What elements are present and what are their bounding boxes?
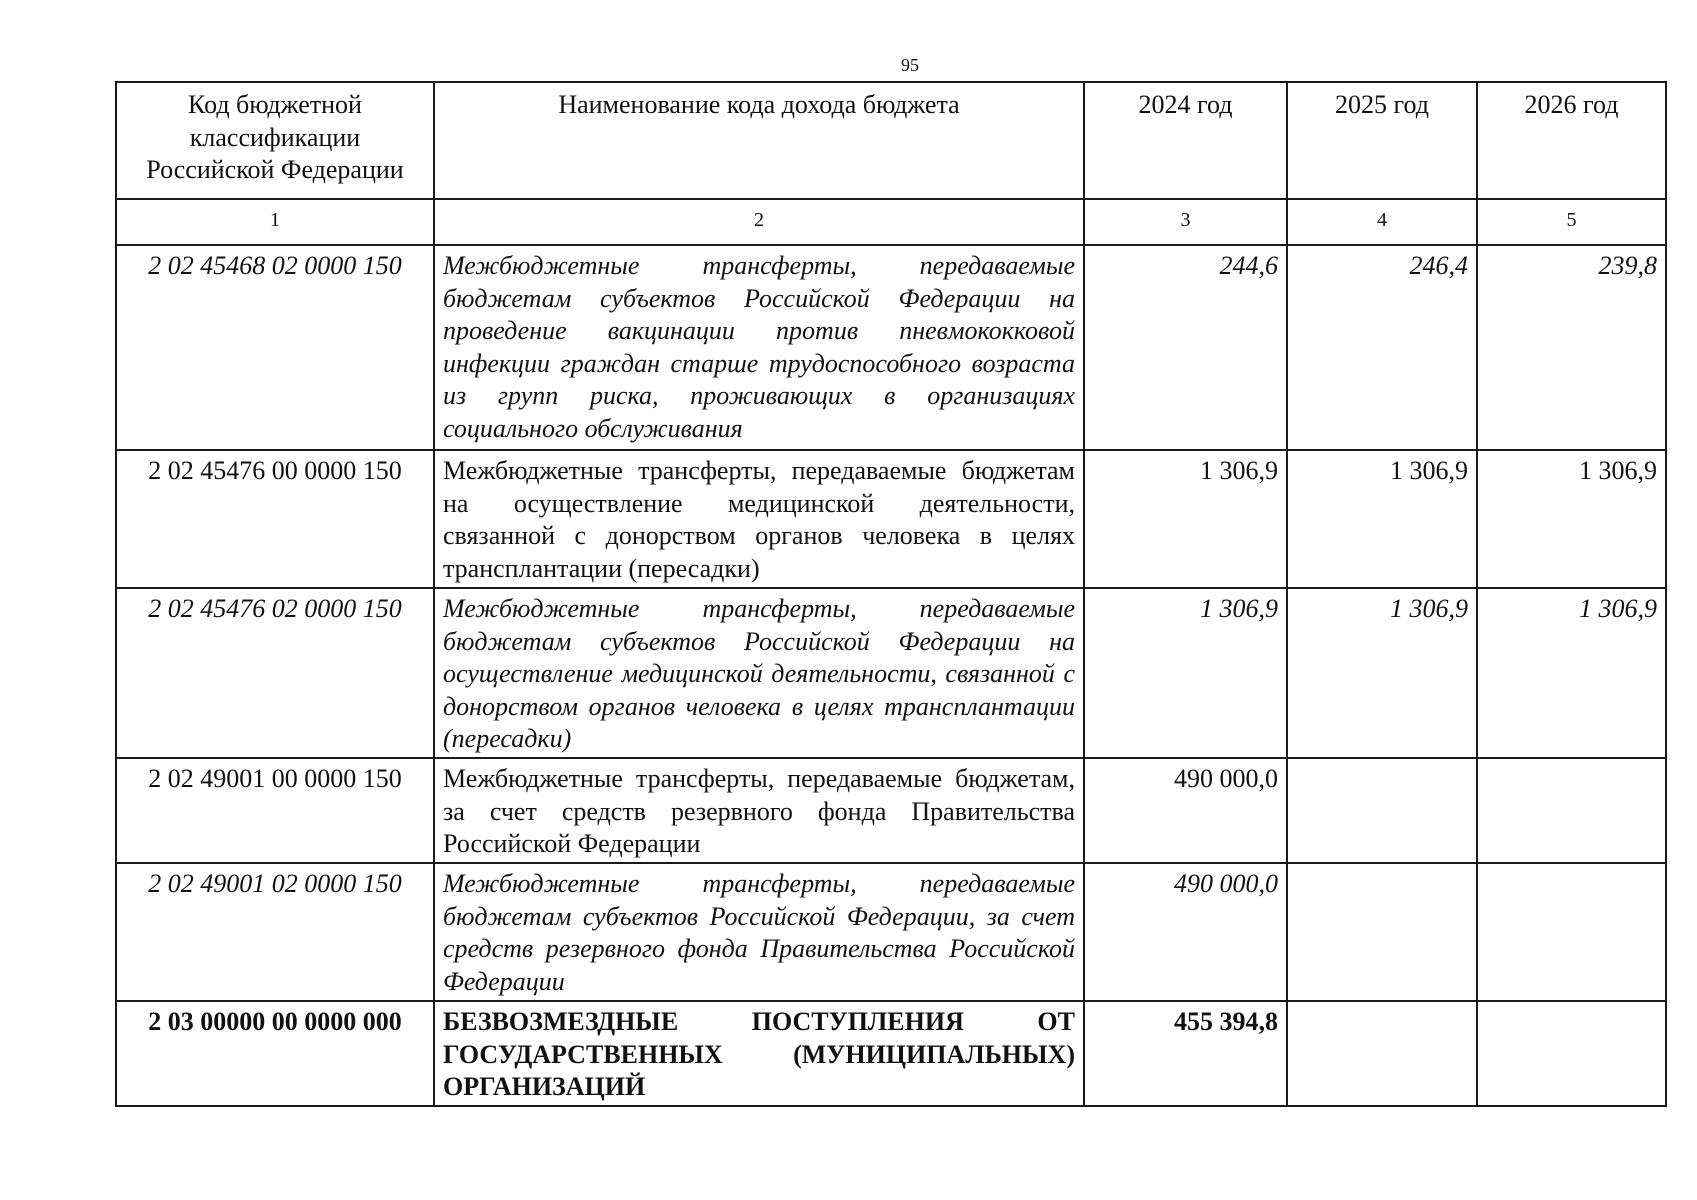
column-number-row (116, 199, 1666, 245)
budget-code-cell: 2 02 45476 02 0000 150 (116, 588, 434, 758)
value-2026-cell (1477, 758, 1666, 863)
table-row (116, 1001, 1666, 1106)
revenue-name-cell: Межбюджетные трансферты, передаваемые бюджетам на осуществление медицинской деятельности, связанной с донорством органов человека в целях трансплантации (пересадки) (434, 450, 1084, 588)
table-header (116, 82, 1666, 199)
value-2026-cell: 1 306,9 (1477, 588, 1666, 758)
value-2024-cell: 490 000,0 (1084, 863, 1287, 1001)
budget-code-cell: 2 02 45476 00 0000 150 (116, 450, 434, 588)
header-code: Код бюджетной классификации Российской Федерации (116, 82, 434, 199)
column-number: 1 (116, 199, 434, 245)
column-number: 3 (1084, 199, 1287, 245)
value-2025-cell (1287, 863, 1477, 1001)
value-2024-cell: 1 306,9 (1084, 450, 1287, 588)
value-2025-cell: 1 306,9 (1287, 588, 1477, 758)
revenue-name-cell: Межбюджетные трансферты, передаваемые бюджетам субъектов Российской Федерации на осуществление медицинской деятельности, связанной с донорством органов человека в целях трансплантации (пересадки) (434, 588, 1084, 758)
value-2026-cell (1477, 863, 1666, 1001)
value-2025-cell: 1 306,9 (1287, 450, 1477, 588)
table-row (116, 758, 1666, 863)
column-number: 2 (434, 199, 1084, 245)
column-number: 4 (1287, 199, 1477, 245)
table-row (116, 588, 1666, 758)
value-2025-cell (1287, 1001, 1477, 1106)
budget-code-cell: 2 02 49001 02 0000 150 (116, 863, 434, 1001)
header-name: Наименование кода дохода бюджета (434, 82, 1084, 199)
value-2025-cell (1287, 758, 1477, 863)
header-row (116, 82, 1666, 199)
value-2024-cell: 490 000,0 (1084, 758, 1287, 863)
value-2026-cell: 1 306,9 (1477, 450, 1666, 588)
column-number: 5 (1477, 199, 1666, 245)
value-2025-cell: 246,4 (1287, 245, 1477, 450)
header-2026: 2026 год (1477, 82, 1666, 199)
revenue-name-cell: БЕЗВОЗМЕЗДНЫЕ ПОСТУПЛЕНИЯ ОТ ГОСУДАРСТВЕННЫХ (МУНИЦИПАЛЬНЫХ) ОРГАНИЗАЦИЙ (434, 1001, 1084, 1106)
value-2024-cell: 455 394,8 (1084, 1001, 1287, 1106)
budget-code-cell: 2 02 49001 00 0000 150 (116, 758, 434, 863)
table-row (116, 450, 1666, 588)
table-row (116, 245, 1666, 450)
page-number: 95 (901, 55, 919, 75)
value-2026-cell (1477, 1001, 1666, 1106)
revenue-name-cell: Межбюджетные трансферты, передаваемые бюджетам, за счет средств резервного фонда Правительства Российской Федерации (434, 758, 1084, 863)
table-row (116, 863, 1666, 1001)
revenue-name-cell: Межбюджетные трансферты, передаваемые бюджетам субъектов Российской Федерации, за счет средств резервного фонда Правительства Российской Федерации (434, 863, 1084, 1001)
header-2024: 2024 год (1084, 82, 1287, 199)
header-2025: 2025 год (1287, 82, 1477, 199)
revenue-name-cell: Межбюджетные трансферты, передаваемые бюджетам субъектов Российской Федерации на проведение вакцинации против пневмококковой инфекции граждан старше трудоспособного возраста из групп риска, проживающих в организациях социального обслуживания (434, 245, 1084, 450)
table-body (116, 199, 1666, 1106)
budget-code-cell: 2 02 45468 02 0000 150 (116, 245, 434, 450)
budget-code-cell: 2 03 00000 00 0000 000 (116, 1001, 434, 1106)
value-2026-cell: 239,8 (1477, 245, 1666, 450)
budget-revenue-table (115, 81, 1667, 1107)
value-2024-cell: 244,6 (1084, 245, 1287, 450)
value-2024-cell: 1 306,9 (1084, 588, 1287, 758)
